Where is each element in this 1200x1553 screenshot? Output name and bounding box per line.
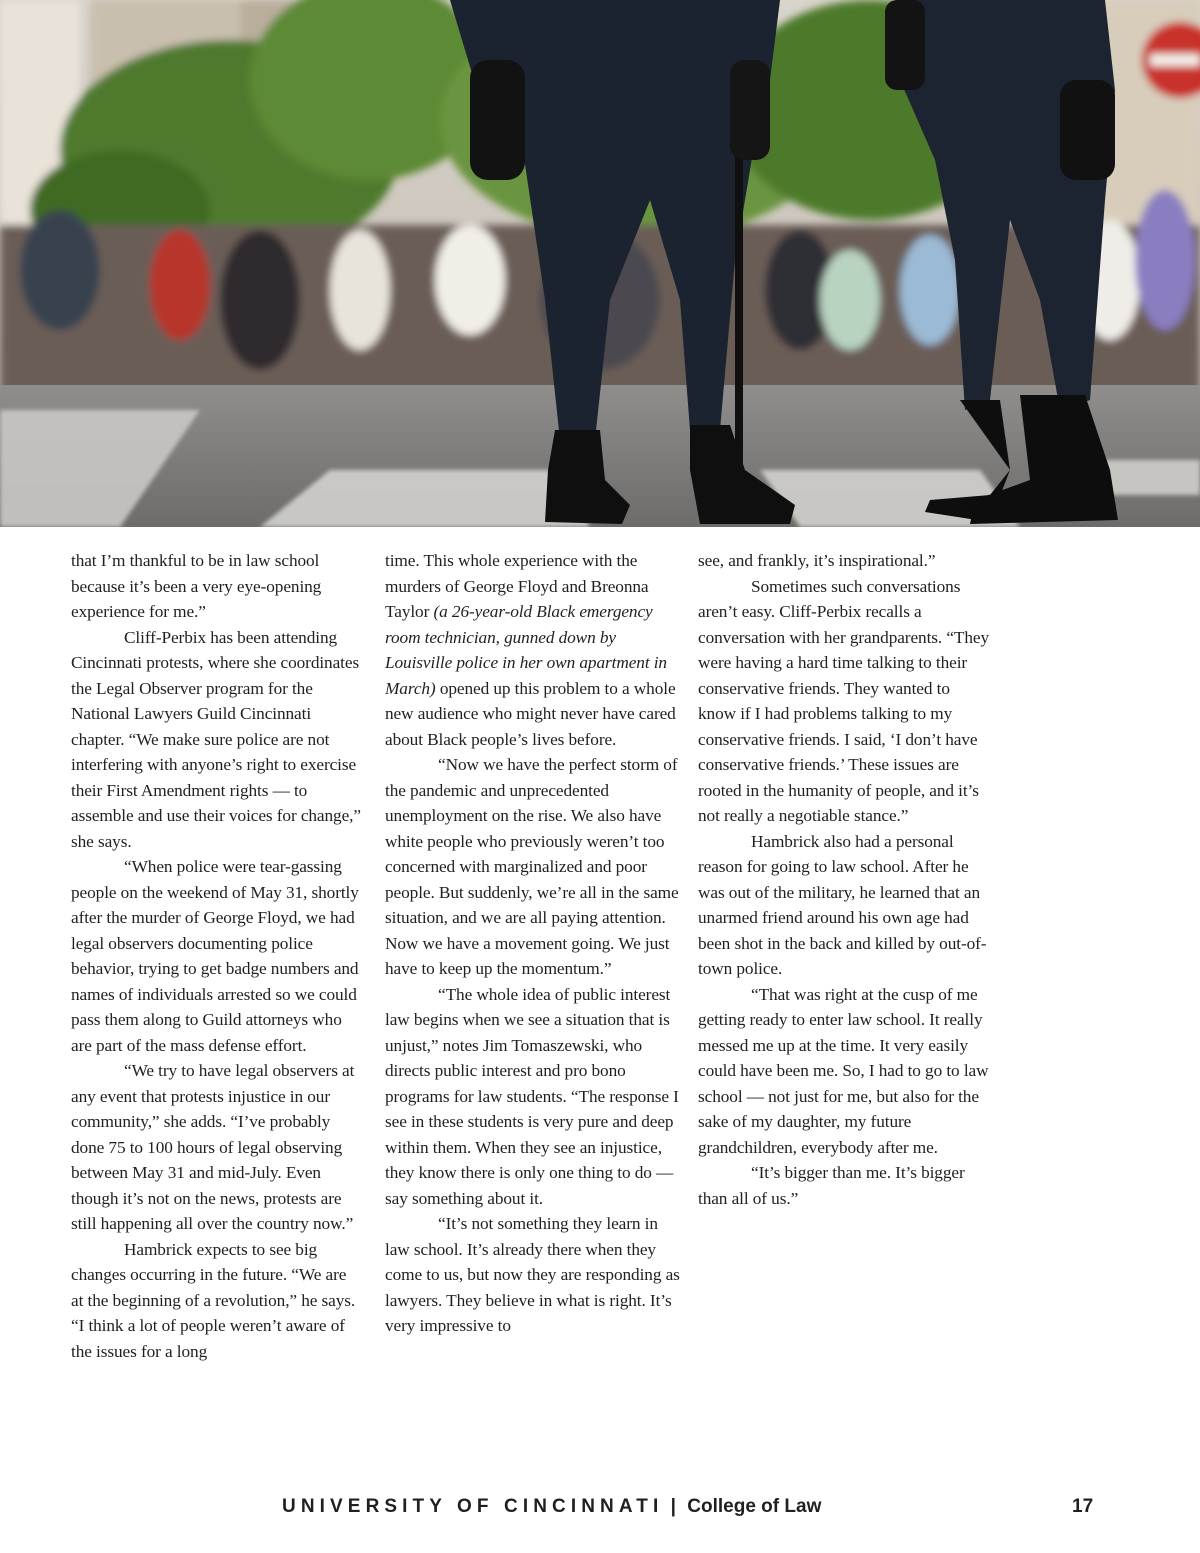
paragraph: “Now we have the perfect storm of the pandemic and unprecedented unemployment on the rise. We also have white people who previously weren’t too concerned with marginalized and poor people. But suddenly, we’re all in the same situation, and we are all paying attention. Now we have a movement going. We just have to keep up the momentum.”: [385, 755, 679, 978]
paragraph: “That was right at the cusp of me getting ready to enter law school. It really messed me up at the time. It very easily could have been me. So, I had to go to law school — not just for me, but also for the sake of my daughter, my future grandchildren, everybody after me.: [698, 984, 989, 1157]
footer-separator: |: [670, 1496, 676, 1517]
paragraph: “When police were tear-gassing people on the weekend of May 31, shortly after the murder of George Floyd, we had legal observers documenting police behavior, trying to get badge numbers and names of individuals arrested so we could pass them along to Guild attorneys who are part of the mass defense effort.: [71, 857, 359, 1055]
college-name: College of Law: [687, 1496, 822, 1517]
paragraph: “We try to have legal observers at any event that protests injustice in our community,” she adds. “I’ve probably done 75 to 100 hours of legal observing between May 31 and mid-July. Even though it’s not on the news, protests are still happening all over the country now.”: [71, 1061, 355, 1233]
paragraph-text: opened up this problem to a whole new audience who might never have cared about Black people’s lives before.: [385, 678, 676, 749]
university-name: UNIVERSITY OF CINCINNATI: [282, 1496, 664, 1517]
article-column-2: [385, 548, 681, 1339]
paragraph: “The whole idea of public interest law begins when we see a situation that is unjust,” notes Jim Tomaszewski, who directs public interest and pro bono programs for law students. “The response I see in these students is very pure and deep within them. When they see an injustice, they know there is only one thing to do — say something about it.: [385, 984, 679, 1208]
article-column-3: [698, 548, 992, 1211]
paragraph: see, and frankly, it’s inspirational.”: [698, 551, 936, 570]
paragraph: Hambrick expects to see big changes occurring in the future. “We are at the beginning of a revolution,” he says. “I think a lot of people weren’t aware of the issues for a long: [71, 1239, 356, 1361]
header-photo: [0, 0, 1200, 527]
paragraph: Hambrick also had a personal reason for going to law school. After he was out of the military, he learned that an unarmed friend around his own age had been shot in the back and killed by out-of-town police.: [698, 831, 987, 978]
article-column-1: [71, 548, 361, 1364]
page-footer: [0, 1494, 1200, 1524]
paragraph: that I’m thankful to be in law school because it’s been a very eye-opening experience for me.”: [71, 551, 322, 621]
paragraph: Cliff-Perbix has been attending Cincinnati protests, where she coordinates the Legal Observer program for the National Lawyers Guild Cincinnati chapter. “We make sure police are not interfering with anyone’s right to exercise their First Amendment rights — to assemble and use their voices for change,” she says.: [71, 627, 361, 851]
paragraph: “It’s not something they learn in law school. It’s already there when they come to us, but now they are responding as lawyers. They believe in what is right. It’s very impressive to: [385, 1214, 680, 1335]
footer-masthead: [282, 1496, 821, 1518]
paragraph: [385, 548, 681, 752]
paragraph: Sometimes such conversations aren’t easy. Cliff-Perbix recalls a conversation with her grandparents. “They were having a hard time talking to their conservative friends. They wanted to know if I had problems talking to my conservative friends. I said, ‘I don’t have conservative friends.’ These issues are rooted in the humanity of people, and it’s not really a negotiable stance.”: [698, 576, 990, 825]
page-number: 17: [1072, 1496, 1094, 1517]
paragraph-text: time. This whole experience with the murders of George Floyd and Breonna Taylor: [385, 551, 649, 621]
paragraph: “It’s bigger than me. It’s bigger than all of us.”: [698, 1163, 965, 1208]
italic-aside: (a 26-year-old Black emergency room technician, gunned down by Louisville police in her own apartment in March): [385, 602, 667, 698]
